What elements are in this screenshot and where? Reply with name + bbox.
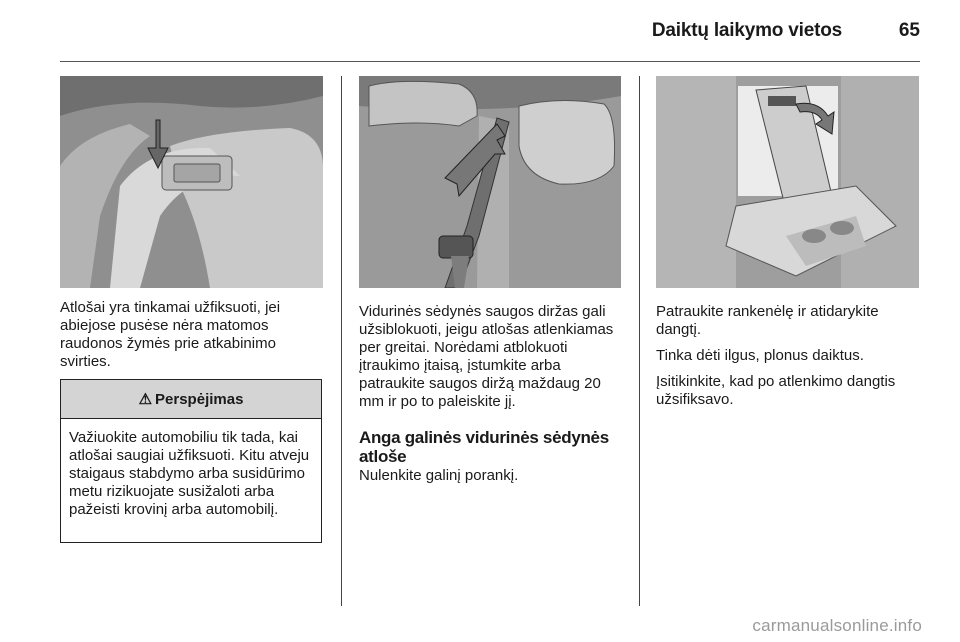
warning-title: Perspėjimas xyxy=(155,390,244,408)
page-number: 65 xyxy=(898,20,920,41)
col2-subheading: Anga galinės vidurinės sėdynės atlošе xyxy=(359,428,609,466)
col2-subparagraph: Nulenkite galinį porankį. xyxy=(359,467,519,484)
col2-paragraph: Vidurinės sėdynės saugos diržas gali užsiblokuoti, jeigu atlošas atlenkiamas per greitai. Norėdami atblokuoti įtraukimo įtaisą, įstumkite arba patraukite saugos diržą maždaug 20 mm ir po to paleiskite jį. xyxy=(359,303,614,410)
footer-watermark: carmanualsonline.info xyxy=(752,616,922,635)
figure-armrest-hatch xyxy=(656,76,919,288)
page-header-title: Daiktų laikymo vietos xyxy=(651,20,842,41)
warning-box xyxy=(60,379,322,543)
warning-header xyxy=(61,380,321,419)
column-divider-2 xyxy=(639,76,640,606)
figure-seat-belt xyxy=(359,76,621,288)
column-divider-1 xyxy=(341,76,342,606)
figure-seat-release-lever xyxy=(60,76,323,288)
col3-paragraph-1: Patraukite rankenėlę ir atidarykite dangtį. xyxy=(656,303,879,338)
col3-paragraph-2: Tinka dėti ilgus, plonus daiktus. xyxy=(656,347,864,364)
warning-triangle-icon: ⚠ xyxy=(138,391,153,408)
col1-paragraph: Atlošai yra tinkamai užfiksuoti, jei abiejose pusėse nėra matomos raudonos žymės prie atkabinimo svirties. xyxy=(60,299,281,370)
header-rule xyxy=(60,61,920,62)
col3-paragraph-3: Įsitikinkite, kad po atlenkimo dangtis užsifiksavo. xyxy=(656,373,896,408)
warning-body: Važiuokite automobiliu tik tada, kai atlošai saugiai užfiksuoti. Kitu atveju staigaus stabdymo arba susidūrimo metu rizikuojate susižaloti arba pažeisti krovinį arba automobilį. xyxy=(69,429,310,518)
col3-text xyxy=(656,303,920,417)
